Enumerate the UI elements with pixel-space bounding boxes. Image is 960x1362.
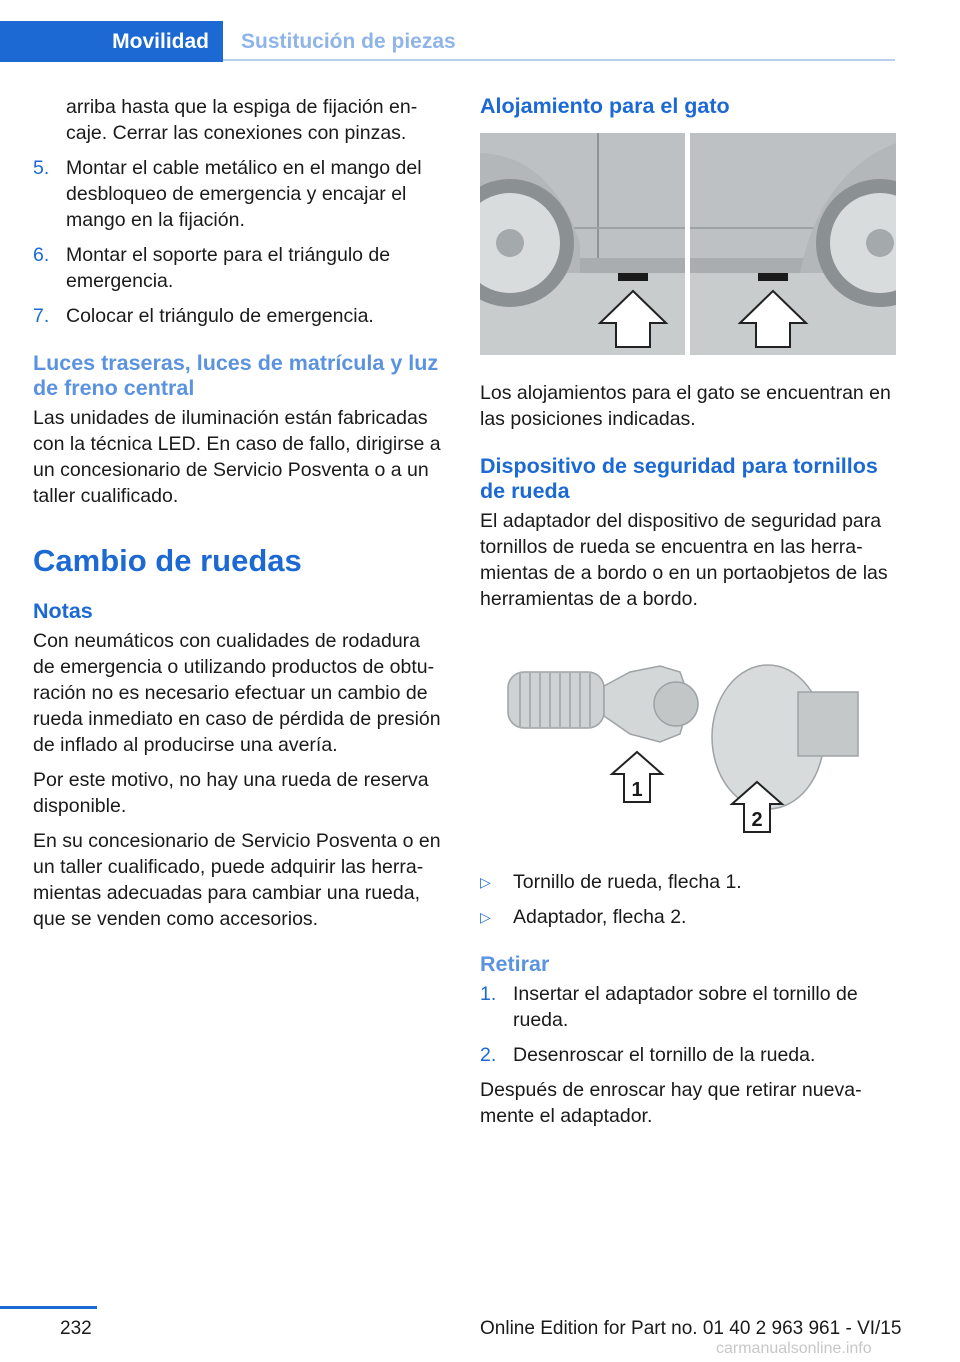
step-item — [480, 981, 896, 1033]
notes-heading: Notas — [33, 599, 93, 623]
jack-points-heading: Alojamiento para el gato — [480, 94, 730, 118]
right-column — [480, 94, 896, 1138]
bullet-item — [480, 904, 896, 930]
step-item — [33, 242, 447, 294]
step-number: 1. — [480, 983, 497, 1005]
lights-paragraph: Las unidades de iluminación están fabricadas con la técnica LED. En caso de fallo, dirigirse a un concesionario de Servicio Posventa o a un taller cualificado. — [33, 407, 441, 507]
step-item — [33, 303, 447, 329]
watermark: carmanualsonline.info — [716, 1340, 872, 1357]
step-number: 5. — [33, 157, 50, 179]
step-number: 6. — [33, 244, 50, 266]
step-text: Montar el soporte para el triángulo de emergencia. — [66, 244, 391, 292]
bullet-triangle-icon: ▷ — [480, 909, 491, 925]
step-text: Desenroscar el tornillo de la rueda. — [513, 1044, 816, 1066]
after-paragraph: Después de enroscar hay que retirar nuevamente el adaptador. — [480, 1079, 862, 1127]
jack-points-paragraph: Los alojamientos para el gato se encuentran en las posiciones indicadas. — [480, 382, 891, 430]
jack-points-figure — [480, 133, 896, 362]
step-text: Insertar el adaptador sobre el tornillo de rueda. — [513, 983, 858, 1031]
bullet-triangle-icon: ▷ — [480, 874, 491, 890]
wheel-lock-heading: Dispositivo de seguridad para tornillos de rueda — [480, 454, 878, 503]
lights-heading: Luces traseras, luces de matrícula y luz de freno central — [33, 351, 439, 400]
header-divider — [223, 59, 895, 61]
notes-paragraph: Con neumáticos con cualidades de rodadura de emergencia o utilizando productos de obturación no es necesario efectuar un cambio de rueda inmediato en caso de pérdida de presión de inflado al producirse una avería. — [33, 630, 441, 756]
notes-paragraph: Por este motivo, no hay una rueda de reserva disponible. — [33, 769, 429, 817]
page-number: 232 — [60, 1318, 92, 1339]
edition-info: Online Edition for Part no. 01 40 2 963 961 - VI/15 — [480, 1318, 902, 1339]
wheel-lock-paragraph: El adaptador del dispositivo de seguridad para tornillos de rueda se encuentra en las herramientas de a bordo o en un portaobjetos de las herramientas de a bordo. — [480, 510, 888, 610]
wheel-lock-figure — [480, 642, 896, 849]
car-jack-points-image — [480, 133, 896, 355]
step-item — [480, 1042, 896, 1068]
step-number: 2. — [480, 1044, 497, 1066]
footer-divider — [0, 1306, 97, 1309]
tab-sustitucion-de-piezas[interactable]: Sustitución de piezas — [241, 29, 456, 53]
bullet-text: Adaptador, flecha 2. — [513, 906, 687, 928]
step-text: Colocar el triángulo de emergencia. — [66, 305, 374, 327]
bullet-text: Tornillo de rueda, flecha 1. — [513, 871, 742, 893]
wheel-change-heading: Cambio de ruedas — [33, 543, 302, 578]
step-number: 7. — [33, 305, 50, 327]
continued-step-text: arriba hasta que la espiga de fijación encaje. Cerrar las conexiones con pinzas. — [66, 96, 418, 144]
wheel-bolt-adapter-image — [480, 642, 896, 842]
step-item — [33, 155, 447, 233]
header-tabbar — [0, 0, 960, 62]
notes-paragraph: En su concesionario de Servicio Posventa o en un taller cualificado, puede adquirir las herramientas adecuadas para cambiar una rueda, que se venden como accesorios. — [33, 830, 441, 930]
remove-heading: Retirar — [480, 952, 550, 976]
figure-label-bolt: 1 — [631, 779, 643, 801]
left-column — [33, 94, 447, 941]
step-text: Montar el cable metálico en el mango del desbloqueo de emergencia y encajar el mango en la fijación. — [66, 157, 422, 231]
bullet-item — [480, 869, 896, 895]
tab-movilidad[interactable]: Movilidad — [0, 21, 223, 62]
figure-label-adapter: 2 — [751, 809, 763, 831]
